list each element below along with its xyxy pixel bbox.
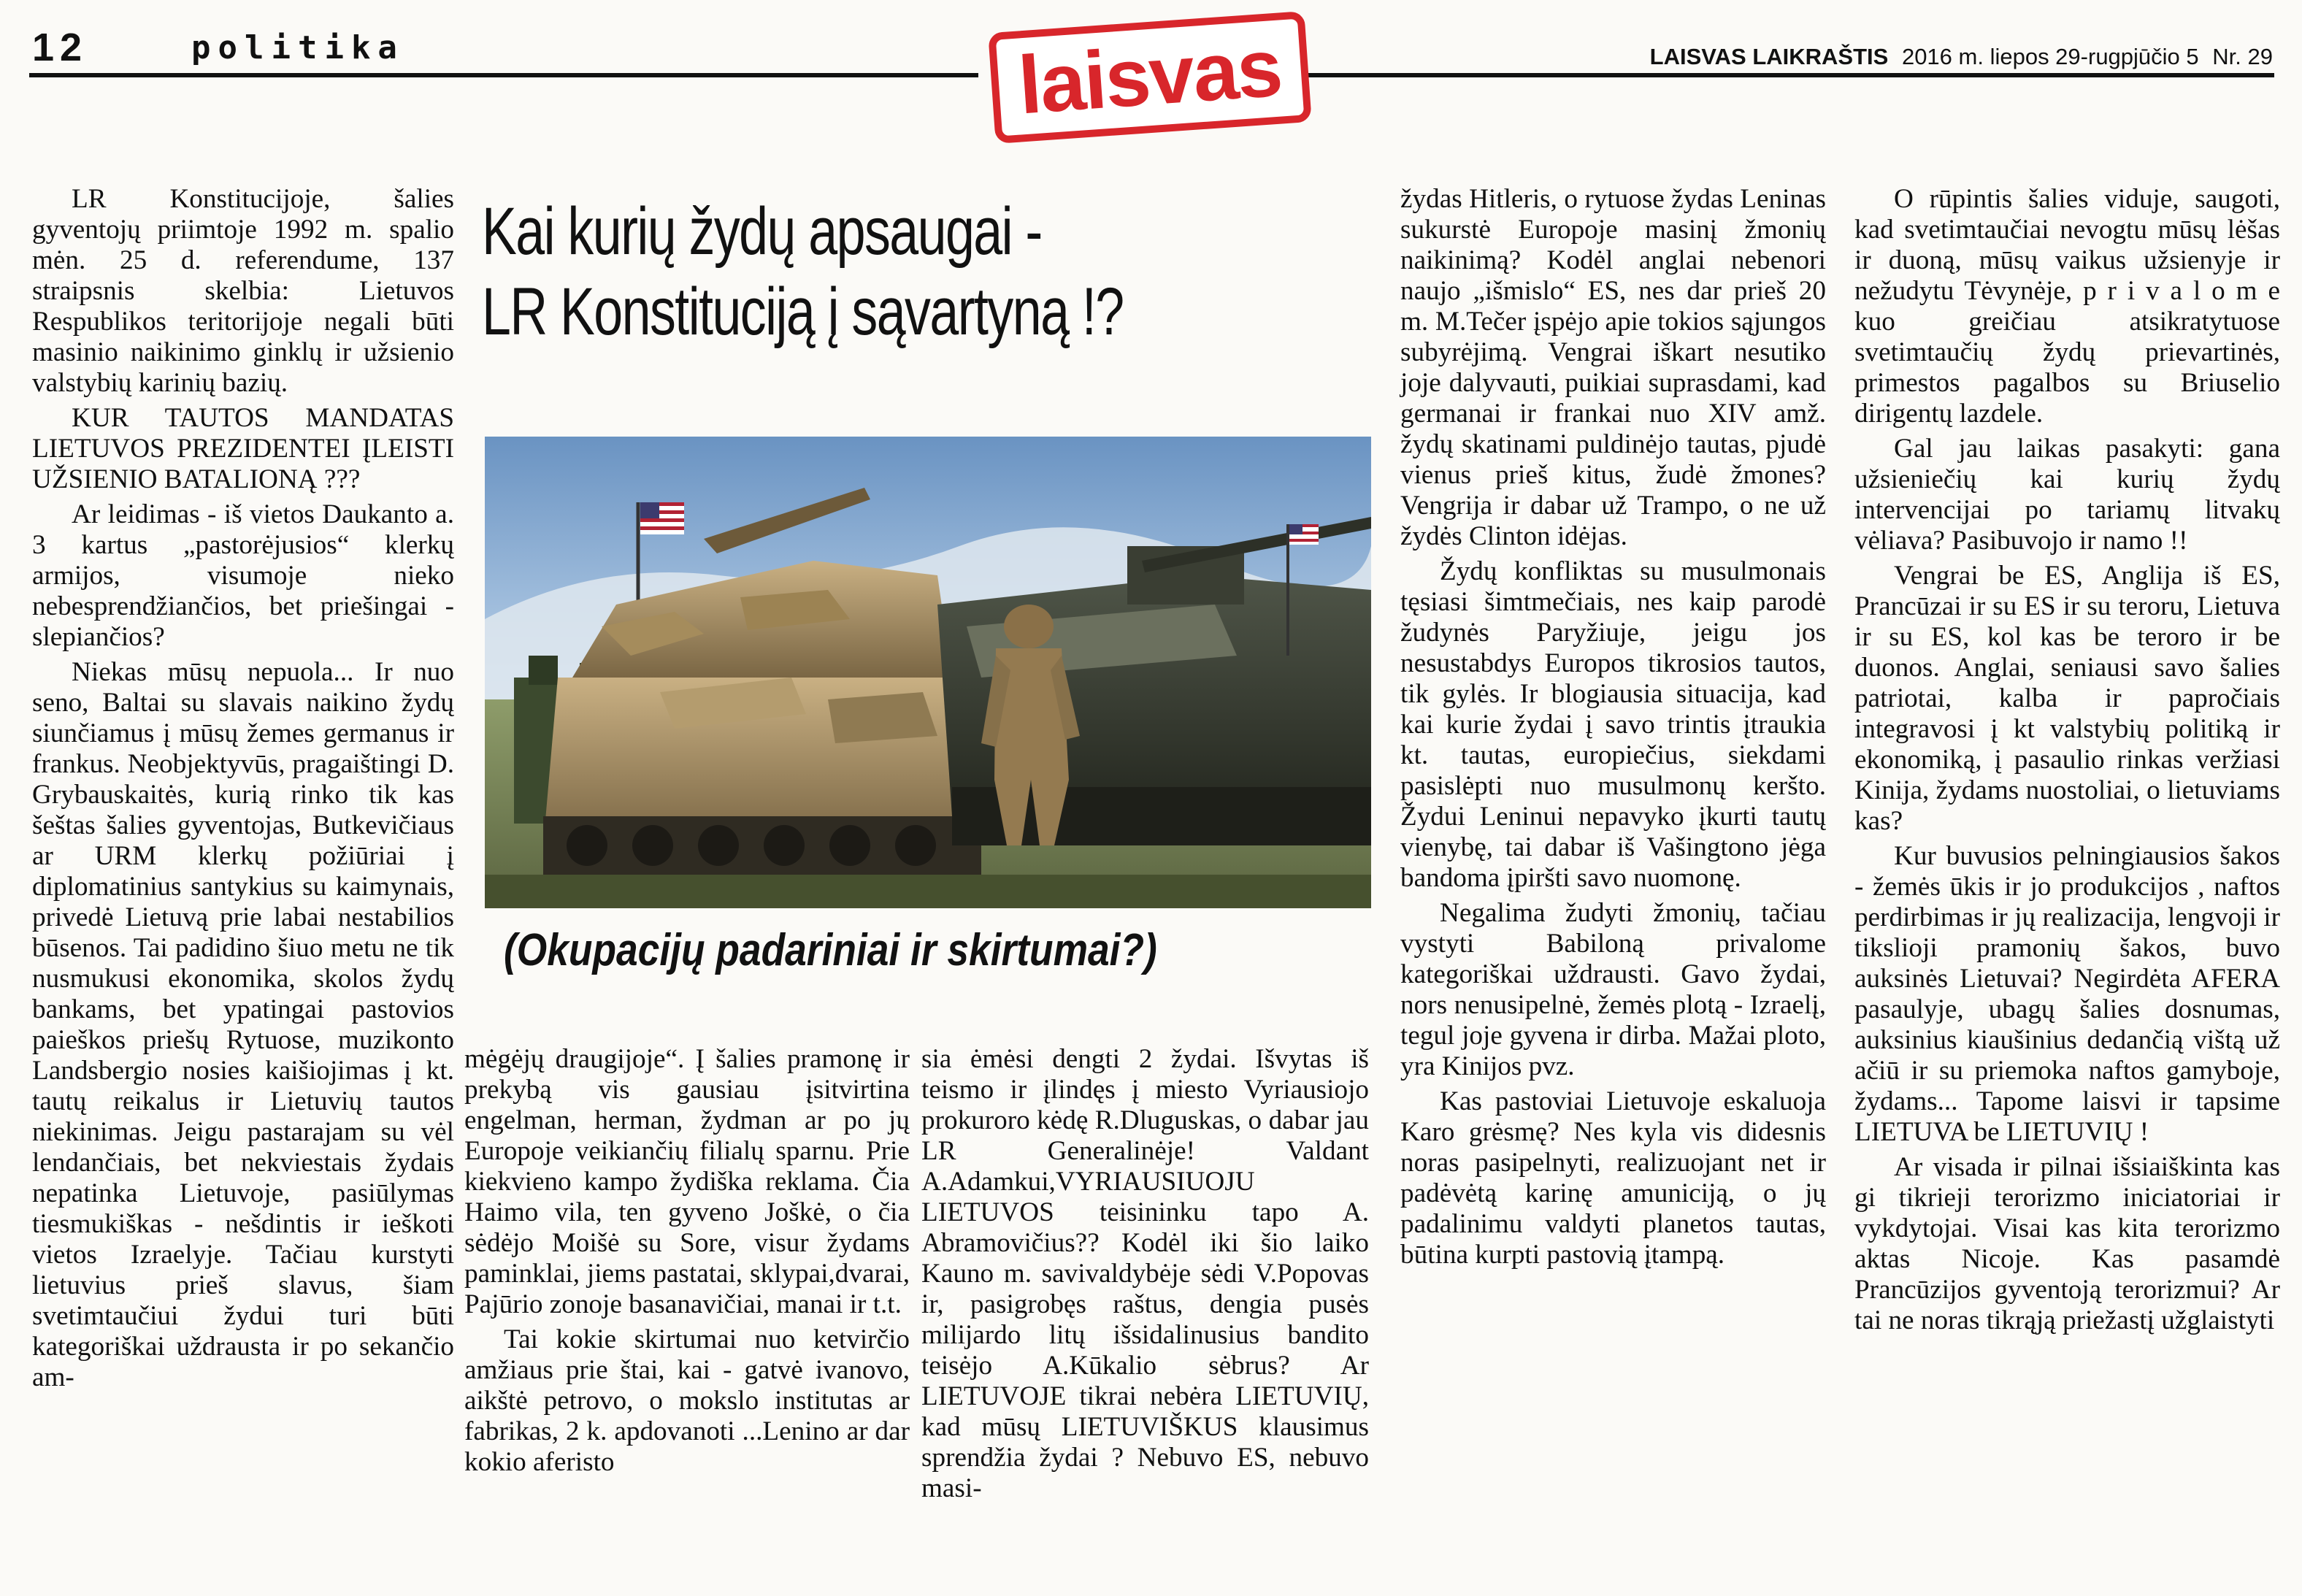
military-vehicles-photo	[485, 437, 1371, 908]
paragraph: LR Konstitucijoje, šalies gyventojų priimtoje 1992 m. spalio mėn. 25 d. referendume, 137 straipsnis skelbia: Lietuvos Respublikos teritorijoje negali būti masinio naikinimo ginklų ir užsienio valstybių karinių bazių.	[32, 184, 454, 398]
article-column-2	[464, 1044, 910, 1482]
logo-text: laisvas	[1016, 21, 1284, 131]
paragraph: Kur buvusios pelningiausios šakos - žemės ūkis ir jo produkcijos , naftos perdirbimas ir jų realizacija, lengvoji ir tikslioji pramonių šakos, buvo auksinės Lietuvai? Negirdėta AFERA pasaulyje, ubagų šalies dosnumas, auksinius kiaušinius dedančią vištą už ačiū ir su priemoka naftos gamyboje, žydams... Tapome laisvi ir tapsime LIETUVA be LIETUVIŲ !	[1854, 841, 2280, 1147]
paragraph: Ar leidimas - iš vietos Daukanto a. 3 kartus „pastorėjusios“ klerkų armijos, visumoje nieko nebesprendžiančios, bet priešingai - slepiančios?	[32, 499, 454, 652]
paragraph: Ar visada ir pilnai išsiaiškinta kas gi tikrieji terorizmo iniciatoriai ir vykdytojai. Visai kas kita terorizmo aktas Nicoje. Kas pasamdė Prancūzijos gyventoją terorizmui? Ar tai ne noras tikrąją priežastį užglaistyti	[1854, 1152, 2280, 1335]
article-column-5	[1854, 184, 2280, 1340]
page-header	[0, 0, 2302, 131]
paragraph: KUR TAUTOS MANDATAS LIETUVOS PREZIDENTEI ĮLEISTI UŽSIENIO BATALIONĄ ???	[32, 403, 454, 494]
article-column-1	[32, 184, 454, 1397]
paragraph: Kas pastoviai Lietuvoje eskaluoja Karo grėsmę? Nes kyla vis didesnis noras pasipelnyti, realizuojant net ir padėvėtą karinę amuniciją, o jų padalinimu valdyti planetos tautas, būtina kurpti pastovią įtampą.	[1400, 1086, 1826, 1270]
photo-caption: (Okupacijų padariniai ir skirtumai?)	[504, 925, 1157, 975]
paragraph: Vengrai be ES, Anglija iš ES, Prancūzai ir su ES ir su teroru, Lietuva ir su ES, kol kas be teroro ir be duonos. Anglai, seniausi savo šalies patriotai, kalba ir papročiais integravosi į kt valstybių politiką ir ekonomiką, į pasaulio rinkas veržiasi Kinija, žydams nuostoliai, o lietuviams kas?	[1854, 561, 2280, 836]
paragraph: O rūpintis šalies viduje, saugoti, kad svetimtaučiai nevogtu mūsų lėšas ir duoną, mūsų vaikus užsienyje ir nežudytu Tėvynėje, p r i v a l o m e kuo greičiau atsikratytuose svetimtaučių žydų prievartinės, primestos pagalbos su Briuselio dirigentų lazdele.	[1854, 184, 2280, 429]
article-column-4	[1400, 184, 1826, 1275]
article-column-3	[921, 1044, 1369, 1508]
paragraph: Niekas mūsų nepuola... Ir nuo seno, Baltai su slavais naikino žydų siunčiamus į mūsų žemes germanus ir frankus. Neobjektyvūs, pragaištingi D. Grybauskaitės, kurią rinko tik kas šeštas šalies gyventojas, Butkevičiaus ar URM klerkų požiūriai į diplomatinius santykius su kaimynais, privedė Lietuvą prie labai nestabilios būsenos. Tai padidino šiuo metu ne tik nusmukusi ekonomika, skolos žydų bankams, bet ypatingai pastovios paieškos priešų Rytuose, muzikonto Landsbergio nosies kaišiojimas į kt. tautų reikalus ir Lietuvių tautos niekinimas. Jeigu pastarajam su vėl lendančiais, bet nekviestais žydais nepatinka Lietuvoje, pasiūlymas tiesmukiškas - nešdintis ir ieškoti vietos Izraelyje. Tačiau kurstyti lietuvius prieš slavus, šiam svetimtaučiui žydui turi būti kategoriškai uždrausta ir po sekančio am-	[32, 657, 454, 1392]
header-rule-right	[1307, 73, 2274, 77]
article-headline	[482, 191, 1194, 352]
header-rule-left	[29, 73, 978, 77]
issue-number: Nr. 29	[2212, 44, 2273, 69]
paragraph: Gal jau laikas pasakyti: gana užsieniečių kai kurių žydų intervencijai po tariamų litvakų vėliava? Pasibuvojo ir namo !!	[1854, 434, 2280, 556]
issue-date: 2016 m. liepos 29-rugpjūčio 5	[1901, 44, 2199, 69]
paragraph: mėgėjų draugijoje“. Į šalies pramonę ir prekybą vis gausiau įsitvirtina engelman, herman, žydman ar po jų Europoje veikiančių filialų sparnu. Prie kiekvieno kampo žydiška reklama. Čia Haimo vila, ten gyveno Joškė, o čia sėdėjo Moišė su Sore, visur žydams paminklai, jiems pastatai, sklypai,dvarai, Pajūrio zonoje basanavičiai, manai ir t.t.	[464, 1044, 910, 1319]
paragraph: žydas Hitleris, o rytuose žydas Leninas sukurstė Europoje masinį žmonių naikinimą? Kodėl anglai nebenori naujo „išmislo“ ES, nes dar prieš 20 m. M.Tečer įspėjo apie tokios sąjungos subyrėjimą. Vengrai iškart nesutiko joje dalyvauti, puikiai suprasdami, kad germanai ir frankai nuo XIV amž. žydų skatinami puldinėjo tautas, pjudė vienus prieš kitus, žudė žmones? Vengrija ir dabar už Trampo, o ne už žydės Clinton idėjas.	[1400, 184, 1826, 551]
headline-line-1: Kai kurių žydų apsaugai -	[482, 194, 1042, 269]
section-name: politika	[191, 29, 404, 66]
article-photo	[485, 437, 1371, 908]
newspaper-logo	[986, 7, 1314, 147]
paragraph: Negalima žudyti žmonių, tačiau vystyti Babiloną privalome kategoriškai uždrausti. Gavo žydai, nors nenusipelnė, žemės plotą - Izraelį, tegul joje gyvena ir dirba. Mažai ploto, yra Kinijos pvz.	[1400, 898, 1826, 1081]
headline-line-2: LR Konstituciją į sąvartyną !?	[482, 275, 1124, 349]
publication-info	[1643, 44, 2273, 70]
publication-name: LAISVAS LAIKRAŠTIS	[1649, 44, 1889, 69]
paragraph: sia ėmėsi dengti 2 žydai. Išvytas iš teismo ir įlindęs į miesto Vyriausiojo prokuroro kėdę R.Dluguskas, o dabar jau LR Generalinėje! Valdant A.Adamkui,VYRIAUSIUOJU LIETUVOS teisininku tapo A. Abramovičius?? Kodėl iki šio laiko Kauno m. savivaldybėje sėdi V.Popovas ir, pasigrobęs raštus, dengia pusės milijardo litų išsidalinusius bandito teisėjo A.Kūkalio sėbrus? Ar LIETUVOJE tikrai nebėra LIETUVIŲ, kad mūsų LIETUVIŠKUS klausimus sprendžia žydai ? Nebuvo ES, nebuvo masi-	[921, 1044, 1369, 1503]
page-number: 12	[32, 26, 88, 69]
paragraph: Žydų konfliktas su musulmonais tęsiasi šimtmečiais, nes kaip parodė žudynės Paryžiuje, jeigu jos nesustabdys Europos tikrosios tautos, tik gylės. Ir blogiausia situacija, kad kai kurie žydai į savo trintis įtraukia kt. tautas, europiečius, siekdami pasislėpti nuo musulmonų keršto. Žydui Leninui nepavyko įkurti tautų vienybę, tai dabar iš Vašingtono jėga bandoma įpiršti savo nuomonę.	[1400, 556, 1826, 893]
paragraph: Tai kokie skirtumai nuo ketvirčio amžiaus prie štai, kai - gatvė ivanovo, aikštė petrovo, o mokslo institutas ar fabrikas, 2 k. apdovanoti ...Lenino ar dar kokio aferisto	[464, 1324, 910, 1477]
